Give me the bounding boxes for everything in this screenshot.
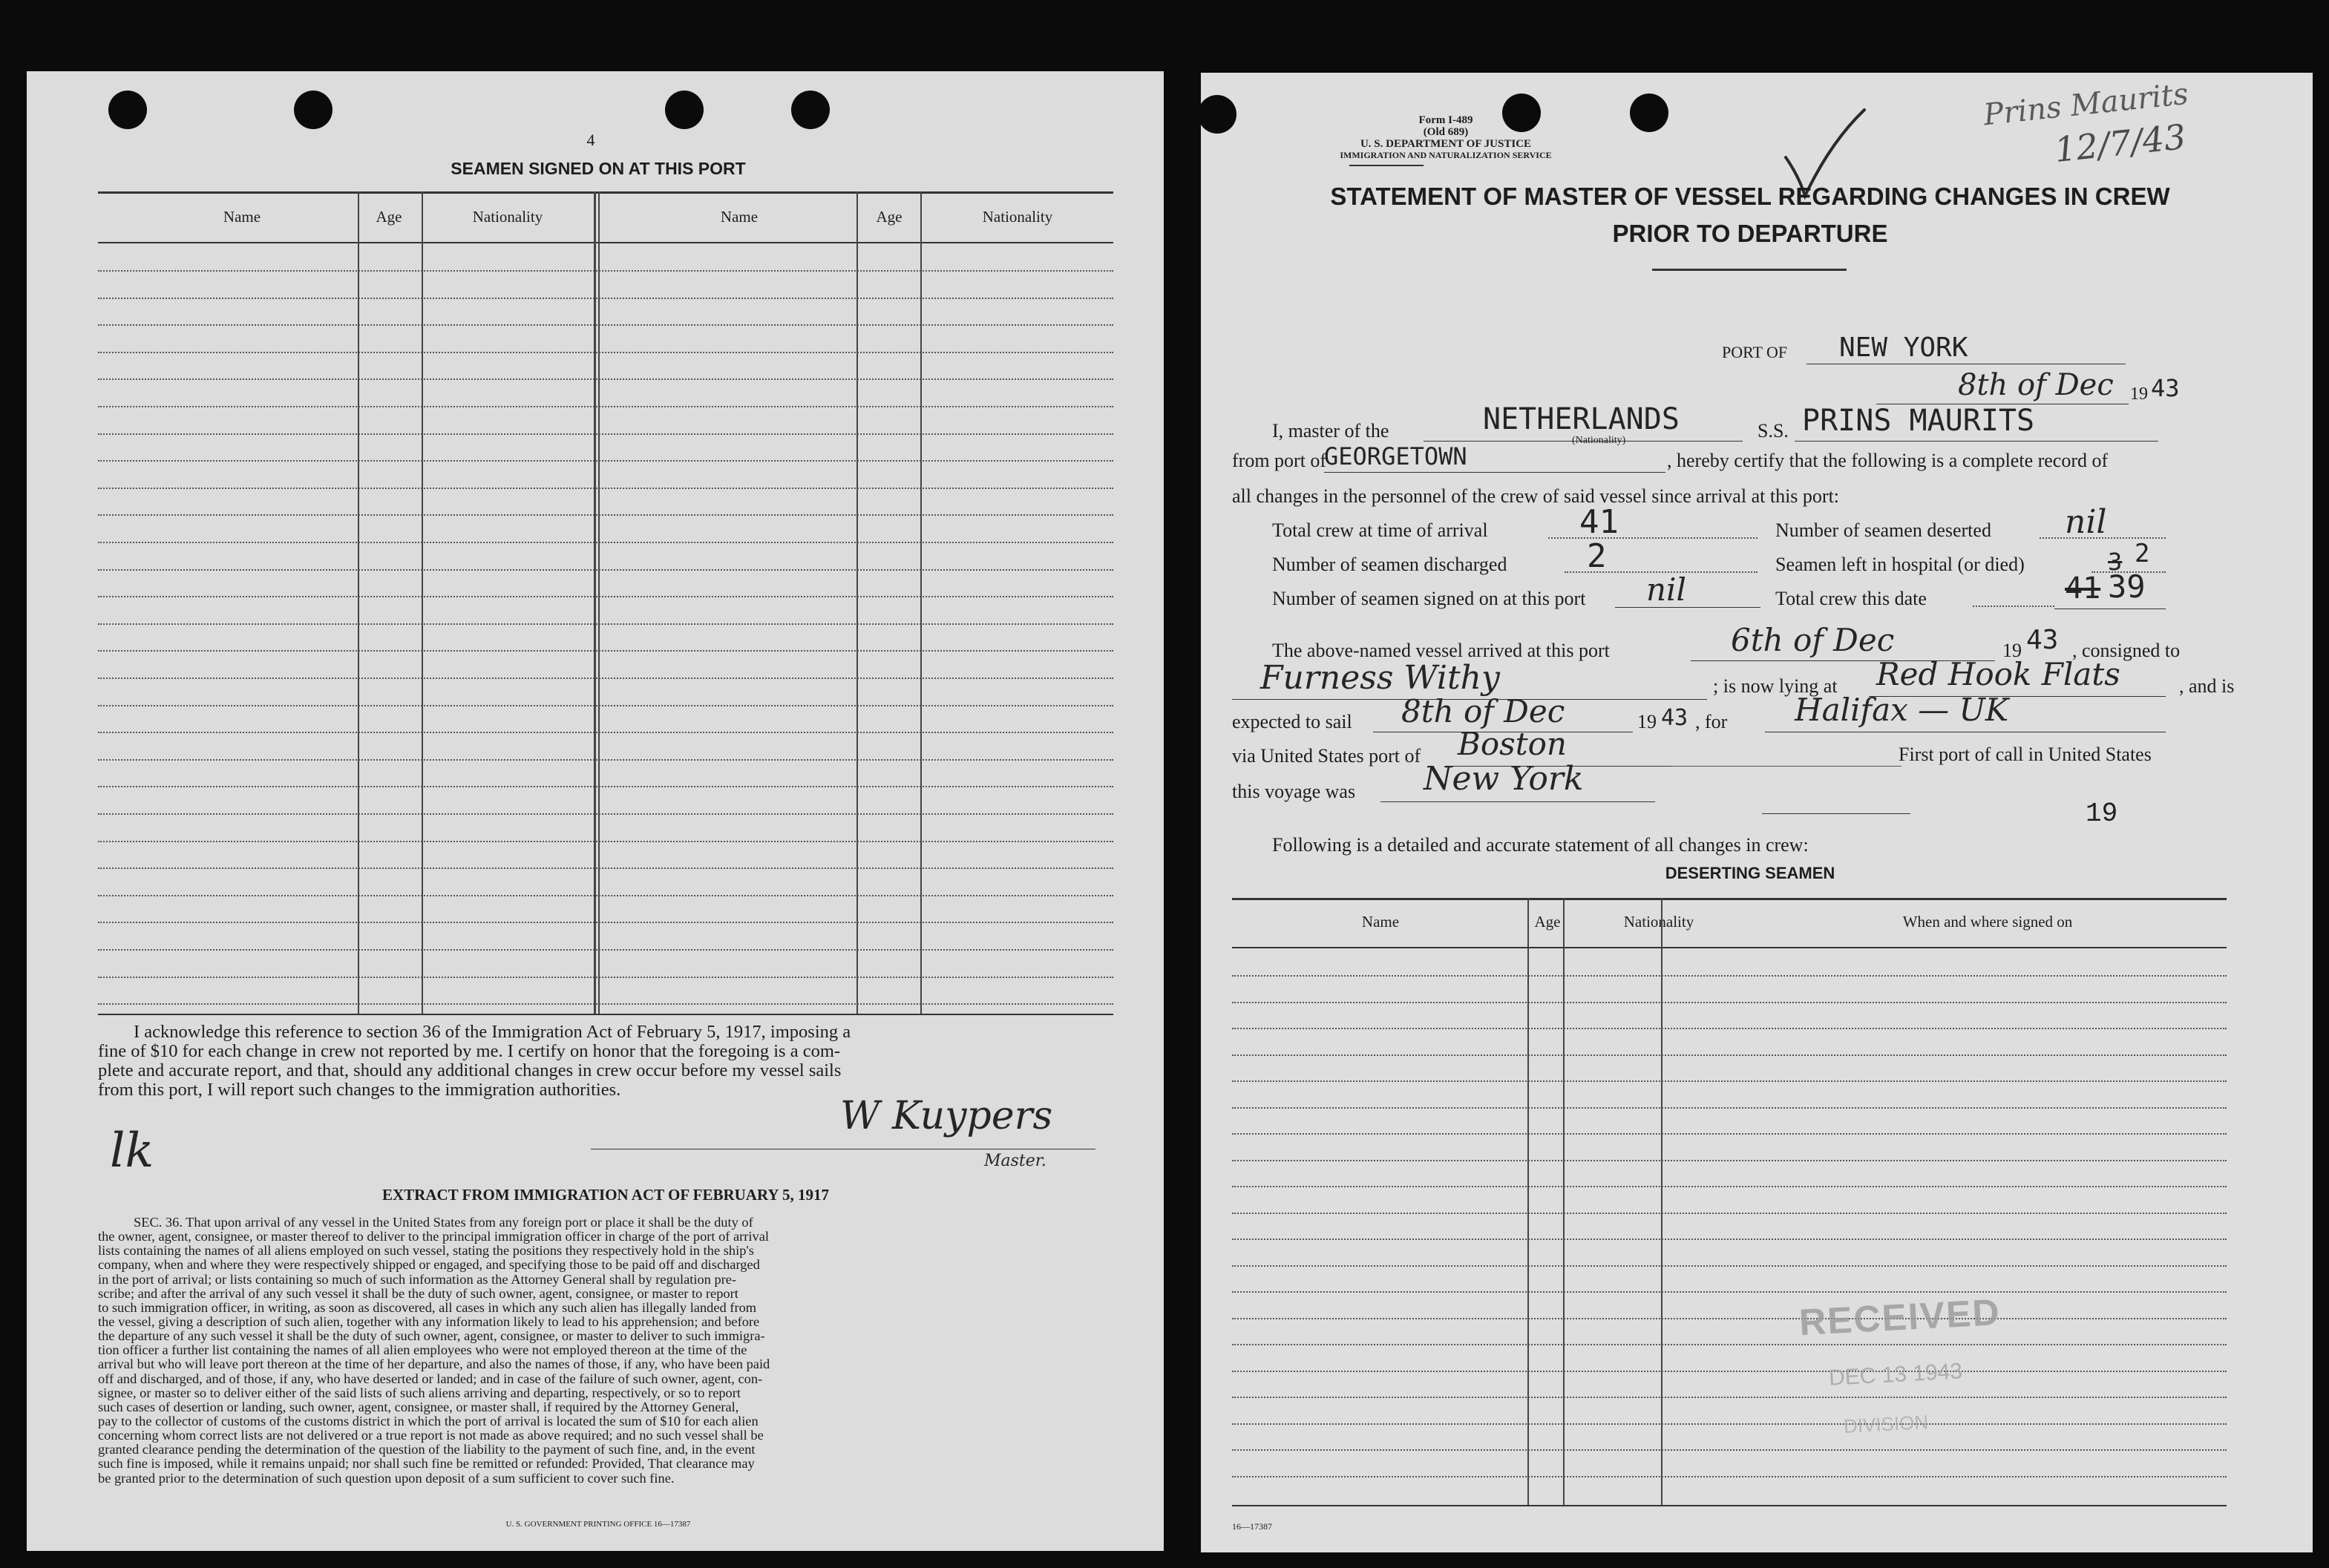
column-divider: [422, 191, 423, 1014]
extract-line: SEC. 36. That upon arrival of any vessel in the United States from any foreign port or place it shall be the duty of: [134, 1215, 753, 1230]
acknowledgment-line: plete and accurate report, and that, should any additional changes in crew occur before my vessel sails: [98, 1060, 842, 1080]
table-row: [1232, 1476, 2227, 1477]
column-divider: [598, 191, 600, 1014]
punch-hole: [108, 91, 147, 129]
received-stamp: RECEIVED: [1798, 1290, 2002, 1344]
port-value: NEW YORK: [1839, 332, 1968, 363]
ss-label: S.S.: [1758, 420, 1789, 442]
lying-value: Red Hook Flats: [1876, 656, 2120, 692]
for-label: , for: [1695, 711, 1728, 732]
table-row: [98, 786, 1113, 787]
table-row: [98, 867, 1113, 869]
column-divider: [358, 191, 359, 1014]
table-row: [98, 1003, 1113, 1005]
total-crew-arrival-dots: [1548, 537, 1570, 539]
hospital-value: 2: [2135, 539, 2150, 568]
title-underline: [1652, 269, 1847, 271]
voyage-label: this voyage was: [1232, 781, 1356, 802]
extract-line: the vessel, giving a description of such alien, together with any information likely to lead to his apprehension; and before: [98, 1313, 760, 1329]
nationality-caption: (Nationality): [1572, 435, 1626, 446]
punch-hole: [665, 91, 704, 129]
signed-on-value: nil: [1646, 571, 1686, 608]
left-page: [27, 71, 1164, 1551]
deserting-header-name: Name: [1361, 913, 1400, 931]
form-old-number: (Old 689): [1423, 126, 1469, 138]
extract-title: EXTRACT FROM IMMIGRATION ACT OF FEBRUARY 5, 1917: [381, 1186, 830, 1204]
punch-hole: [791, 91, 830, 129]
table-row: [98, 759, 1113, 761]
punch-hole: [1630, 94, 1668, 132]
extract-line: such fine is imposed, while it remains unpaid; nor shall such fine be remitted or refunded: Provided, That clearance may: [98, 1456, 755, 1472]
column-header-name: Name: [223, 208, 261, 226]
deserting-seamen-title: DESERTING SEAMEN: [1665, 864, 1835, 882]
extract-line: pay to the collector of customs of the customs district in which the port of arrival is located the sum of $10 for each alien: [98, 1413, 759, 1428]
year-prefix: 19: [2130, 384, 2148, 404]
printing-office-note: U. S. GOVERNMENT PRINTING OFFICE 16—17387: [505, 1520, 691, 1529]
extract-line: the owner, agent, consignee, or master thereof to deliver to the principal immigration officer in charge of the port of arrival: [98, 1229, 769, 1244]
expected-year: 43: [1661, 705, 1688, 731]
extract-line: concerning whom correct lists are not delivered or a true report is not made as above required; and no such vessel shall be: [98, 1428, 764, 1443]
total-crew-arrival-label: Total crew at time of arrival: [1272, 519, 1488, 541]
extract-line: such cases of desertion or landing, such owner, agent, consignee, or master shall, if required by the Attorney General,: [98, 1399, 739, 1414]
deserting-header-nationality: Nationality: [1623, 913, 1694, 931]
arrived-year-prefix: 19: [2002, 640, 2022, 661]
expected-value: 8th of Dec: [1401, 693, 1565, 729]
column-divider: [920, 191, 922, 1014]
changes-text: all changes in the personnel of the crew of said vessel since arrival at this port:: [1232, 485, 1840, 507]
punch-hole: [1198, 95, 1236, 134]
punch-hole: [294, 91, 333, 129]
ship-value: PRINS MAURITS: [1802, 404, 2035, 438]
following-text: Following is a detailed and accurate statement of all changes in crew:: [1272, 834, 1809, 856]
table-bottom-rule: [98, 1014, 1113, 1015]
via-value: Boston: [1458, 726, 1567, 762]
extract-line: signee, or master so to deliver either of the said lists of such aliens arriving and departing, respectively, or so to report: [98, 1385, 741, 1400]
table-row: [98, 705, 1113, 706]
consignee-value: Furness Withy: [1260, 659, 1500, 697]
table-row: [98, 596, 1113, 597]
from-port-value: GEORGETOWN: [1324, 442, 1467, 470]
signed-on-label: Number of seamen signed on at this port: [1272, 588, 1586, 609]
first-port-label: First port of call in United States: [1899, 744, 2152, 765]
expected-label: expected to sail: [1232, 711, 1352, 732]
seamen-discharged-label: Number of seamen discharged: [1272, 554, 1507, 575]
table-row: [98, 298, 1113, 299]
deserting-table-bottom-rule: [1232, 1505, 2227, 1506]
table-row: [98, 352, 1113, 353]
table-row: [98, 433, 1113, 435]
total-crew-date-value: 39: [2108, 568, 2146, 605]
seamen-discharged-value: 2: [1587, 537, 1607, 575]
table-top-rule: [98, 191, 1113, 194]
table-row: [1232, 1449, 2227, 1451]
table-row: [98, 514, 1113, 516]
form-title: STATEMENT OF MASTER OF VESSEL REGARDING CHANGES IN CREW: [1330, 183, 2170, 210]
table-row: [1232, 1213, 2227, 1214]
total-crew-date-label: Total crew this date: [1775, 588, 1927, 609]
acknowledgment-line: fine of $10 for each change in crew not reported by me. I certify on honor that the foregoing is a com-: [98, 1040, 841, 1061]
deserting-header-age: Age: [1534, 913, 1561, 931]
date-value: 8th of Dec: [1958, 368, 2114, 402]
corner-note: Prins Maurits: [1982, 76, 2190, 133]
arrived-value: 6th of Dec: [1731, 622, 1895, 658]
table-row: [98, 732, 1113, 733]
extract-line: be granted prior to the determination of such question upon deposit of a sum sufficient to cover such fine.: [98, 1470, 675, 1486]
deserting-column-divider: [1563, 898, 1565, 1505]
extract-line: company, when and where they were respectively shipped or engaged, and specifying those to be paid off and discharged: [98, 1257, 760, 1273]
acknowledgment-line: I acknowledge this reference to section 36 of the Immigration Act of February 5, 1917, imposing a: [134, 1022, 851, 1042]
deserting-column-divider: [1527, 898, 1529, 1505]
table-row: [1232, 1239, 2227, 1240]
table-row: [98, 650, 1113, 652]
extract-line: granted clearance pending the determination of the question of the liability to the payment of such fine, and, in the event: [98, 1442, 756, 1457]
received-division: DIVISION: [1843, 1411, 1929, 1437]
form-subtitle: PRIOR TO DEPARTURE: [1612, 220, 1888, 247]
master-label: Master.: [984, 1152, 1046, 1170]
expected-year-prefix: 19: [1637, 711, 1657, 732]
voyage-line-2: [1762, 813, 1910, 814]
right-page: [1201, 73, 2313, 1552]
deserting-table-top-rule: [1232, 898, 2227, 900]
extract-line: off and discharged, and of those, if any, who have deserted or landed; and in case of the failure of such owner, agent, con-: [98, 1371, 763, 1386]
table-row: [1232, 1423, 2227, 1425]
table-row: [98, 841, 1113, 842]
hospital-label: Seamen left in hospital (or died): [1775, 554, 2025, 575]
port-label: PORT OF: [1722, 343, 1788, 361]
table-row: [1232, 1265, 2227, 1267]
deserting-column-divider: [1661, 898, 1663, 1505]
table-row: [1232, 1318, 2227, 1319]
from-port-label: from port of: [1232, 450, 1327, 471]
extract-line: in the port of arrival; or lists containing so much of such information as the Attorney General shall by regulation pre-: [98, 1271, 737, 1287]
acknowledgment-line: from this port, I will report such changes to the immigration authorities.: [98, 1079, 621, 1100]
ship-line: [1795, 441, 2158, 442]
acknowledgment-text: [98, 1023, 1113, 1100]
total-crew-date-line: [2054, 608, 2166, 609]
service-underline: [1349, 165, 1424, 166]
table-row: [98, 378, 1113, 380]
column-header-name: Name: [720, 208, 759, 226]
column-divider: [856, 191, 858, 1014]
table-row: [98, 813, 1113, 815]
table-row: [1232, 1107, 2227, 1109]
deserting-header-signed-on: When and where signed on: [1902, 913, 2073, 931]
page-number: 4: [586, 131, 595, 149]
via-line-extension: [1671, 766, 1901, 767]
header-rule: [98, 242, 1113, 243]
stamp-number: 19: [2086, 798, 2118, 829]
voyage-value: New York: [1424, 760, 1584, 798]
column-header-nationality: Nationality: [472, 208, 543, 226]
extract-line: tion officer a further list containing the names of all alien employees who were not employed thereon at the time of the: [98, 1342, 747, 1358]
table-row: [1232, 1133, 2227, 1135]
extract-line: to such immigration officer, in writing, as soon as discovered, all cases in which any such alien has illegally landed from: [98, 1299, 757, 1315]
arrived-year: 43: [2026, 625, 2059, 655]
section-title: SEAMEN SIGNED ON AT THIS PORT: [451, 159, 746, 178]
table-row: [1232, 1160, 2227, 1161]
table-row: [98, 623, 1113, 625]
table-row: [98, 678, 1113, 679]
column-divider: [594, 191, 596, 1014]
table-row: [1232, 1397, 2227, 1398]
extract-line: scribe; and after the arrival of any such vessel it shall be the duty of such owner, agent, consignee, or master to report: [98, 1285, 738, 1301]
master-signature: W Kuypers: [840, 1094, 1053, 1138]
table-row: [1232, 1371, 2227, 1372]
table-row: [98, 895, 1113, 896]
total-crew-date-struck-value: 41: [2065, 571, 2101, 606]
column-header-nationality: Nationality: [982, 208, 1053, 226]
department-name: U. S. DEPARTMENT OF JUSTICE: [1360, 138, 1532, 150]
service-name: IMMIGRATION AND NATURALIZATION SERVICE: [1340, 150, 1552, 160]
initials: lk: [110, 1123, 154, 1178]
extract-line: lists containing the names of all aliens employed on such vessel, stating the positions they respectively hold in the ship's: [98, 1243, 754, 1259]
total-crew-date-dots: [1973, 606, 2054, 607]
received-date: DEC 13 1943: [1828, 1359, 1963, 1391]
table-row: [1232, 1002, 2227, 1003]
signed-on-line: [1615, 607, 1760, 608]
table-row: [98, 488, 1113, 489]
table-row: [98, 569, 1113, 571]
for-value: Halifax — UK: [1795, 692, 2009, 728]
table-row: [98, 324, 1113, 326]
table-row: [1232, 1028, 2227, 1029]
footer-code: 16—17387: [1232, 1521, 1272, 1532]
from-port-line: [1324, 472, 1665, 473]
table-row: [98, 460, 1113, 462]
column-header-age: Age: [876, 208, 903, 226]
and-is-label: , and is: [2179, 675, 2235, 697]
nationality-value: NETHERLANDS: [1483, 402, 1680, 436]
extract-line: the departure of any such vessel it shall be the duty of such owner, agent, consignee, or master to deliver to such immigra-: [98, 1328, 765, 1344]
table-row: [98, 270, 1113, 272]
via-label: via United States port of: [1232, 745, 1421, 767]
total-crew-arrival-value: 41: [1579, 503, 1619, 541]
table-row: [98, 977, 1113, 978]
extract-line: arrival but who will leave port thereon at the time of her departure, and also the names of those, if any, who have been paid: [98, 1357, 770, 1372]
table-row: [1232, 1080, 2227, 1082]
table-row: [1232, 1291, 2227, 1293]
table-row: [98, 406, 1113, 407]
arrived-label: The above-named vessel arrived at this port: [1272, 640, 1610, 661]
voyage-line: [1380, 801, 1655, 802]
corner-date: 12/7/43: [2052, 116, 2188, 171]
table-row: [1232, 1344, 2227, 1345]
year-value: 43: [2151, 374, 2180, 402]
certify-text: , hereby certify that the following is a complete record of: [1667, 450, 2109, 471]
lying-label: ; is now lying at: [1713, 675, 1838, 697]
consigned-label: , consigned to: [2072, 640, 2181, 661]
extract-text: [98, 1216, 1113, 1486]
seamen-deserted-value: nil: [2065, 503, 2107, 541]
form-number: Form I-489: [1418, 114, 1473, 126]
hospital-struck-value: 3: [2108, 548, 2123, 576]
table-row: [1232, 1186, 2227, 1187]
table-row: [1232, 975, 2227, 977]
column-header-age: Age: [376, 208, 402, 226]
deserting-header-rule: [1232, 947, 2227, 948]
master-of-label: I, master of the: [1272, 420, 1389, 442]
table-row: [98, 922, 1113, 923]
table-row: [98, 949, 1113, 951]
table-row: [98, 542, 1113, 543]
seamen-deserted-label: Number of seamen deserted: [1775, 519, 1991, 541]
table-row: [1232, 1054, 2227, 1056]
